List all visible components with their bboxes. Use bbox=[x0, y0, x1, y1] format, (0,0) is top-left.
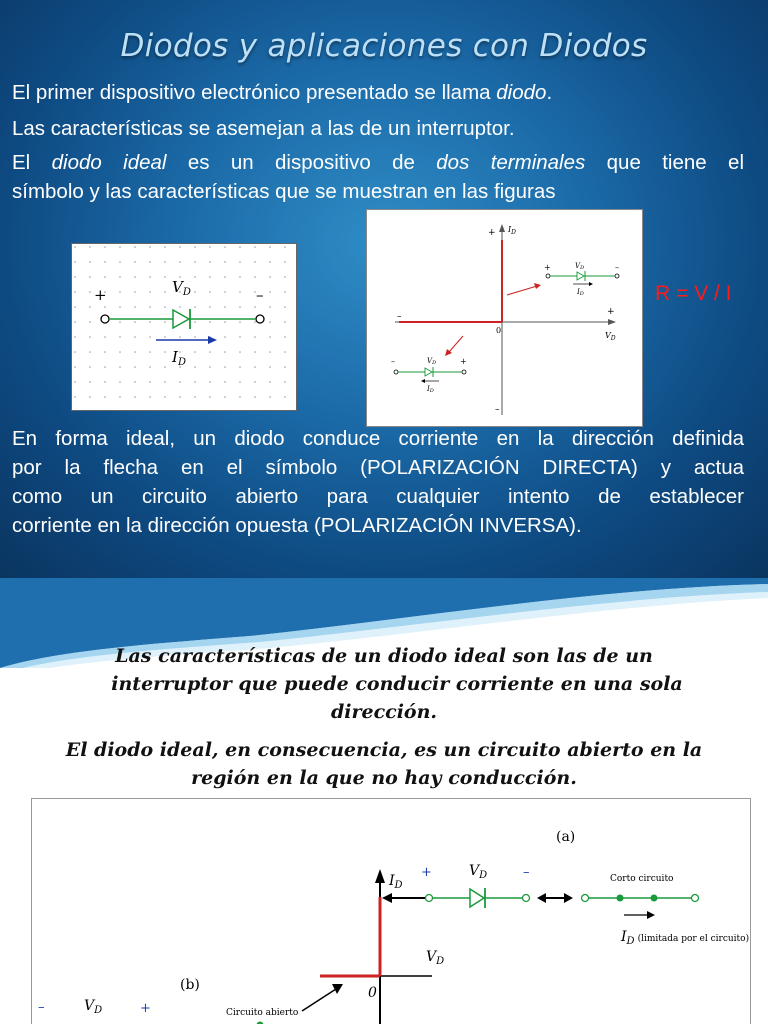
slide-2 bbox=[0, 578, 768, 1024]
b-minus: – bbox=[38, 1000, 45, 1015]
fwd-id: ID bbox=[577, 288, 584, 297]
p1-text: El primer dispositivo electrónico presentado se llama bbox=[12, 81, 497, 104]
bold1-line-2: interruptor que puede conducir corriente en una sola bbox=[111, 673, 683, 695]
p1-text-end: . bbox=[546, 81, 553, 104]
short-circuit-label: Corto circuito bbox=[610, 874, 674, 884]
label-b: (b) bbox=[180, 977, 200, 993]
grid-dots bbox=[72, 244, 296, 410]
p3-line-1 bbox=[12, 148, 744, 177]
ideal-characteristic-figure bbox=[366, 209, 643, 427]
rev-vd: VD bbox=[427, 357, 437, 366]
fwd-minus: – bbox=[615, 263, 619, 272]
paragraph-1 bbox=[12, 78, 744, 107]
formula-r-v-i: R = V / I bbox=[655, 282, 732, 305]
axis-minus-left: – bbox=[397, 312, 402, 322]
rev-id: ID bbox=[427, 385, 434, 394]
terminal-right bbox=[256, 315, 264, 323]
vd-axis-label: $V_D$ bbox=[605, 331, 616, 342]
p4-line-4: corriente en la dirección opuesta (POLARIZACIÓN INVERSA). bbox=[12, 514, 582, 537]
terminal-left bbox=[101, 315, 109, 323]
fwd-vd: VD bbox=[575, 262, 585, 271]
origin-zero: 0 bbox=[368, 985, 377, 1001]
p3-emphasis-1: diodo ideal bbox=[51, 151, 167, 174]
p4-line-1: En forma ideal, un diodo conduce corriente en la dirección definida bbox=[12, 427, 744, 450]
vd-axis-label: $V_D$ bbox=[426, 949, 445, 967]
forward-pointer bbox=[507, 286, 537, 295]
paragraph-3 bbox=[12, 148, 744, 206]
id-label: $I_D$ bbox=[172, 348, 186, 368]
id-axis-arrow bbox=[375, 869, 385, 883]
open-circuit-label: Circuito abierto bbox=[226, 1008, 299, 1018]
forward-pointer-head bbox=[382, 893, 392, 903]
id-axis-arrow bbox=[499, 224, 505, 232]
diode-symbol-svg bbox=[72, 244, 296, 410]
bold1-line-3: dirección. bbox=[330, 701, 438, 723]
bold-statement-2 bbox=[0, 736, 768, 792]
b-vd: $V_D$ bbox=[84, 998, 103, 1016]
p4-line-3: como un circuito abierto para cualquier intento de establecer bbox=[12, 485, 744, 508]
axis-minus: – bbox=[495, 405, 500, 415]
a-minus: – bbox=[523, 865, 530, 880]
switch-equivalent-figure bbox=[31, 798, 751, 1024]
a-plus: + bbox=[421, 865, 432, 880]
reverse-diode-symbol bbox=[391, 357, 467, 394]
paragraph-4 bbox=[12, 424, 744, 540]
vd-label: $V_D$ bbox=[172, 278, 191, 298]
bold1-line-1: Las características de un diodo ideal son las de un bbox=[115, 645, 653, 667]
short-dot-2 bbox=[651, 895, 658, 902]
rev-minus: – bbox=[391, 357, 395, 366]
p4-line-2: por la flecha en el símbolo (POLARIZACIÓN DIRECTA) y actua bbox=[12, 456, 744, 479]
p3-text-c: que tiene el bbox=[585, 151, 745, 174]
paragraph-2: Las características se asemejan a las de un interruptor. bbox=[12, 117, 515, 140]
rev-plus: + bbox=[460, 357, 467, 366]
slide-title: Diodos y aplicaciones con Diodos bbox=[120, 28, 648, 64]
open-circuit-pointer bbox=[302, 989, 336, 1011]
vd-axis-arrow bbox=[608, 319, 616, 325]
forward-pointer-head bbox=[534, 283, 541, 289]
id-axis-label: $I_D$ bbox=[508, 225, 516, 236]
minus-sign: – bbox=[256, 286, 264, 304]
b-plus: + bbox=[140, 1001, 151, 1016]
axis-plus: + bbox=[488, 228, 496, 238]
ideal-characteristic-svg bbox=[367, 210, 642, 426]
diode-symbol-figure bbox=[71, 243, 297, 411]
bold2-line-2: región en la que no hay conducción. bbox=[191, 767, 577, 789]
switch-equivalent-svg bbox=[32, 799, 750, 1024]
axis-plus-right: + bbox=[607, 307, 615, 317]
id-note: $I_D$ $^{(limitada por el circuito)}$ bbox=[621, 929, 750, 947]
reverse-pointer bbox=[449, 336, 463, 352]
p3-text-b: es un dispositivo de bbox=[166, 151, 437, 174]
origin-zero: 0 bbox=[496, 326, 502, 335]
label-a: (a) bbox=[556, 829, 576, 845]
p1-emphasis: diodo bbox=[496, 81, 547, 104]
fwd-plus: + bbox=[544, 263, 551, 272]
id-axis-label: $I_D$ bbox=[389, 873, 403, 891]
bold2-line-1: El diodo ideal, en consecuencia, es un circuito abierto en la bbox=[65, 739, 703, 761]
plus-sign: + bbox=[94, 286, 107, 304]
a-vd: $V_D$ bbox=[469, 863, 488, 881]
p3-line-2: símbolo y las características que se muestran en las figuras bbox=[12, 180, 556, 203]
a-diode-triangle bbox=[470, 889, 484, 907]
p3-text-a: El bbox=[12, 151, 52, 174]
bold-statement-1 bbox=[0, 642, 768, 726]
short-dot-1 bbox=[617, 895, 624, 902]
forward-diode-symbol bbox=[544, 262, 619, 297]
p3-emphasis-2: dos terminales bbox=[436, 151, 586, 174]
